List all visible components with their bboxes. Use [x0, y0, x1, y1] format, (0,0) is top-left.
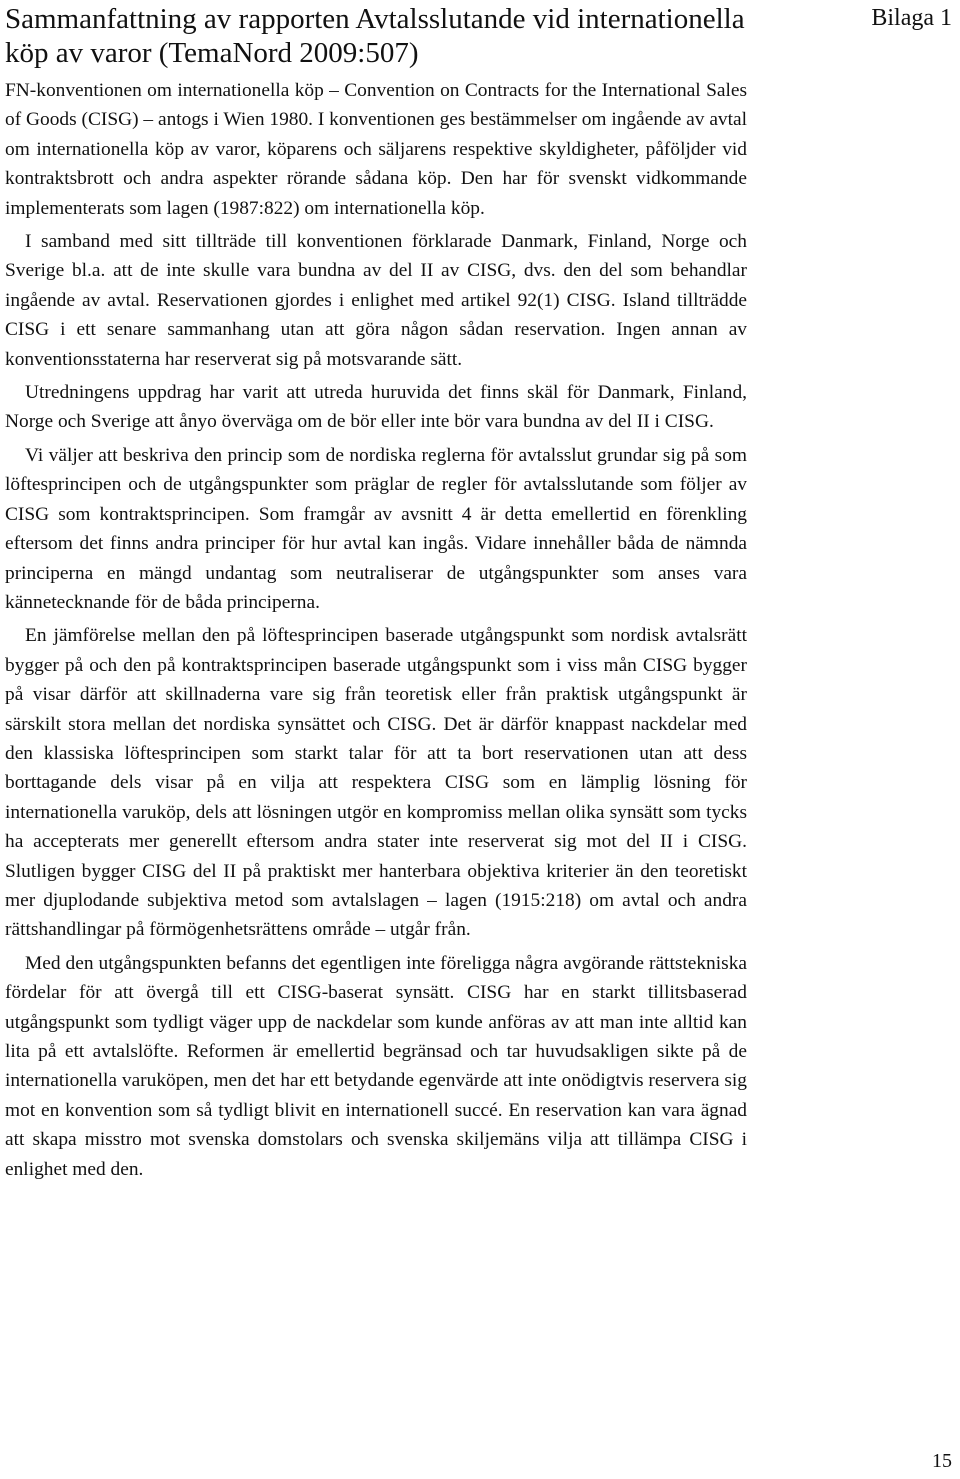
paragraph-conclusion: Med den utgångspunkten befanns det egentligen inte föreligga några avgörande rättstekniska fördelar för att övergå till ett CISG-baserat synsätt. CISG har en starkt tillitsbaserad utgångspunkt som tydligt väger upp de nackdelar som kunde anföras av att man inte alltid kan lita på ett avtalslöfte. Reformen är emellertid begränsad och tar huvudsakligen sikte på de internationella varuköpen, men det har ett betydande egenvärde att inte onödigtvis reservera sig mot en konvention som så tydligt blivit en internationell succé. En reservation kan vara ägnad att skapa misstro mot svenska domstolars och svenska skiljemäns vilja att tillämpa CISG i enlighet med den.: [5, 952, 747, 1180]
page-number: 15: [932, 1450, 952, 1472]
paragraph-principles: Vi väljer att beskriva den princip som de nordiska reglerna för avtalsslut grundar sig på som löftesprincipen och de utgångspunkter som präglar de regler för avtalsslutande som följer av CISG som kontraktsprincipen. Som framgår av avsnitt 4 är detta emellertid en förenkling eftersom det finns andra principer för hur avtal kan ingås. Vidare innehåller båda de nämnda principerna en mängd undantag som neutraliserar de utgångspunkter som anses vara kännetecknande för de båda principerna.: [5, 444, 747, 613]
body-text: [5, 76, 747, 1188]
paragraph-nordic-reservation: I samband med sitt tillträde till konventionen förklarade Danmark, Finland, Norge och Sverige bl.a. att de inte skulle vara bundna av del II av CISG, dvs. den del som behandlar ingående av avtal. Reservationen gjordes i enlighet med artikel 92(1) CISG. Island tillträdde CISG i ett senare sammanhang utan att göra någon sådan reservation. Ingen annan av konventionsstaterna har reserverat sig på motsvarande sätt.: [5, 231, 747, 370]
paragraph-assignment: Utredningens uppdrag har varit att utreda huruvida det finns skäl för Danmark, Finland, Norge och Sverige att ånyo överväga om de bör eller inte bör vara bundna av del II i CISG.: [5, 382, 747, 433]
appendix-label: Bilaga 1: [871, 5, 952, 31]
paragraph-cisg-intro: FN-konventionen om internationella köp – Convention on Contracts for the International Sales of Goods (CISG) – antogs i Wien 1980. I konventionen ges bestämmelser om ingående av avtal om internationella köp av varor, köparens och säljarens respektive skyldigheter, påföljder vid kontraktsbrott och andra aspekter rörande sådana köp. Den har för svenskt vidkommande implementerats som lagen (1987:822) om internationella köp.: [5, 80, 748, 219]
document-title: Sammanfattning av rapporten Avtalsslutande vid internationella köp av varor (TemaNord 2009:507): [5, 3, 745, 69]
paragraph-comparison: En jämförelse mellan den på löftesprincipen baserade utgångspunkt som nordisk avtalsrätt bygger på och den på kontraktsprincipen baserade utgångspunkt som i viss mån CISG bygger på visar därför att skillnaderna vare sig från teoretisk eller från praktisk utgångspunkt är särskilt stora mellan det nordiska synsättet och CISG. Det är därför knappast nackdelar med den klassiska löftesprincipen som starkt talar för att ta bort reservationen utan att dess borttagande dels visar på en vilja att respektera CISG som en lämplig lösning för internationella varuköp, dels att lösningen utgör en kompromiss mellan olika synsätt som tycks ha accepterats mer generellt eftersom andra stater inte reserverat sig mot del II i CISG. Slutligen bygger CISG del II på praktiskt mer hanterbara objektiva kriterier än den teoretiskt mer djuplodande subjektiva metod som avtalslagen – lagen (1915:218) om avtal och andra rättshandlingar på förmögenhetsrättens område – utgår från.: [5, 625, 747, 941]
